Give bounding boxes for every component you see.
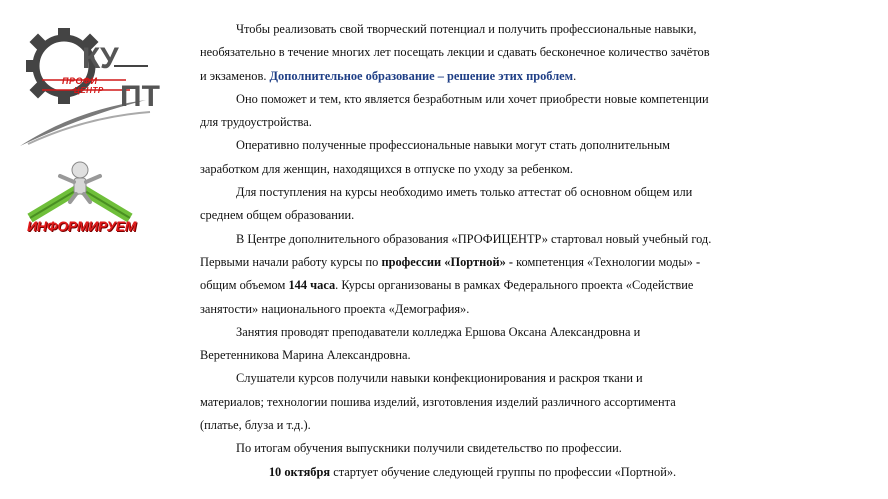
p1-period: . — [573, 68, 577, 83]
profession-tailor: профессии «Портной» — [381, 254, 506, 269]
logo-word-centr: ЦЕНТР — [74, 86, 104, 95]
college-logo — [18, 18, 158, 158]
inform-badge — [20, 160, 140, 242]
paragraph-3-line-1: Оперативно полученные профессиональные навыки могут стать дополнительным — [236, 138, 670, 153]
inform-label: ИНФОРМИРУЕМ — [27, 218, 137, 234]
paragraph-5-line-1: В Центре дополнительного образования «ПРОФИЦЕНТР» стартовал новый учебный год. — [236, 231, 712, 246]
p5-volume-post: . Курсы организованы в рамках Федерального проекта «Содействие — [335, 278, 694, 293]
paragraph-1-line-1: Чтобы реализовать свой творческий потенциал и получить профессиональные навыки, — [236, 22, 697, 36]
start-date: 10 октября — [268, 464, 331, 479]
paragraph-4-line-1: Для поступления на курсы необходимо иметь только аттестат об основном общем или — [236, 185, 693, 200]
paragraph-2-line-2: для трудоустройства. — [200, 115, 312, 130]
p5-text-pre: Первыми начали работу курсы по — [200, 254, 382, 269]
p9-text: стартует обучение следующей группы по профессии «Портной». — [330, 464, 677, 479]
p5-volume-pre: общим объемом — [200, 278, 289, 293]
paragraph-5-line-4: занятости» национального проекта «Демография». — [200, 301, 470, 316]
paragraph-2-line-1: Оно поможет и тем, кто является безработным или хочет приобрести новые компетенции — [236, 91, 709, 106]
article-body — [200, 18, 745, 484]
p1-text: и экзаменов. — [200, 68, 270, 83]
logo-letters-bottom: ПТ — [120, 80, 160, 113]
p5-dash: - — [505, 254, 517, 269]
paragraph-5-line-3 — [200, 274, 745, 297]
paragraph-6-line-2: Веретенникова Марина Александровна. — [200, 348, 411, 363]
p5-dash-2: - — [695, 254, 701, 269]
paragraph-6-line-1: Занятия проводят преподаватели колледжа Ершова Оксана Александровна и — [236, 324, 641, 339]
paragraph-9 — [200, 461, 745, 484]
paragraph-5-line-2 — [200, 251, 745, 274]
course-hours: 144 часа — [288, 278, 336, 293]
paragraph-8: По итогам обучения выпускники получили свидетельство по профессии. — [236, 441, 622, 456]
paragraph-4-line-2: среднем общем образовании. — [200, 208, 355, 223]
paragraph-7-line-1: Слушатели курсов получили навыки конфекционирования и раскроя ткани и — [236, 371, 643, 386]
paragraph-1-line-2: необязательно в течение многих лет посещать лекции и сдавать бесконечное количество зачётов — [200, 45, 710, 60]
p5-competence: компетенция «Технологии моды» — [516, 254, 696, 269]
highlight-additional-education: Дополнительное образование – решение этих проблем — [269, 68, 574, 83]
logo-word-profi: ПРОФИ — [62, 76, 98, 86]
paragraph-7-line-3: (платье, блуза и т.д.). — [200, 418, 311, 433]
paragraph-7-line-2: материалов; технологии пошива изделий, изготовления изделий различного ассортимента — [200, 394, 676, 409]
logo-letters-top: КУ — [82, 42, 118, 75]
paragraph-1-line-3 — [200, 65, 745, 88]
paragraph-3-line-2: заработком для женщин, находящихся в отпуске по уходу за ребенком. — [200, 161, 573, 176]
